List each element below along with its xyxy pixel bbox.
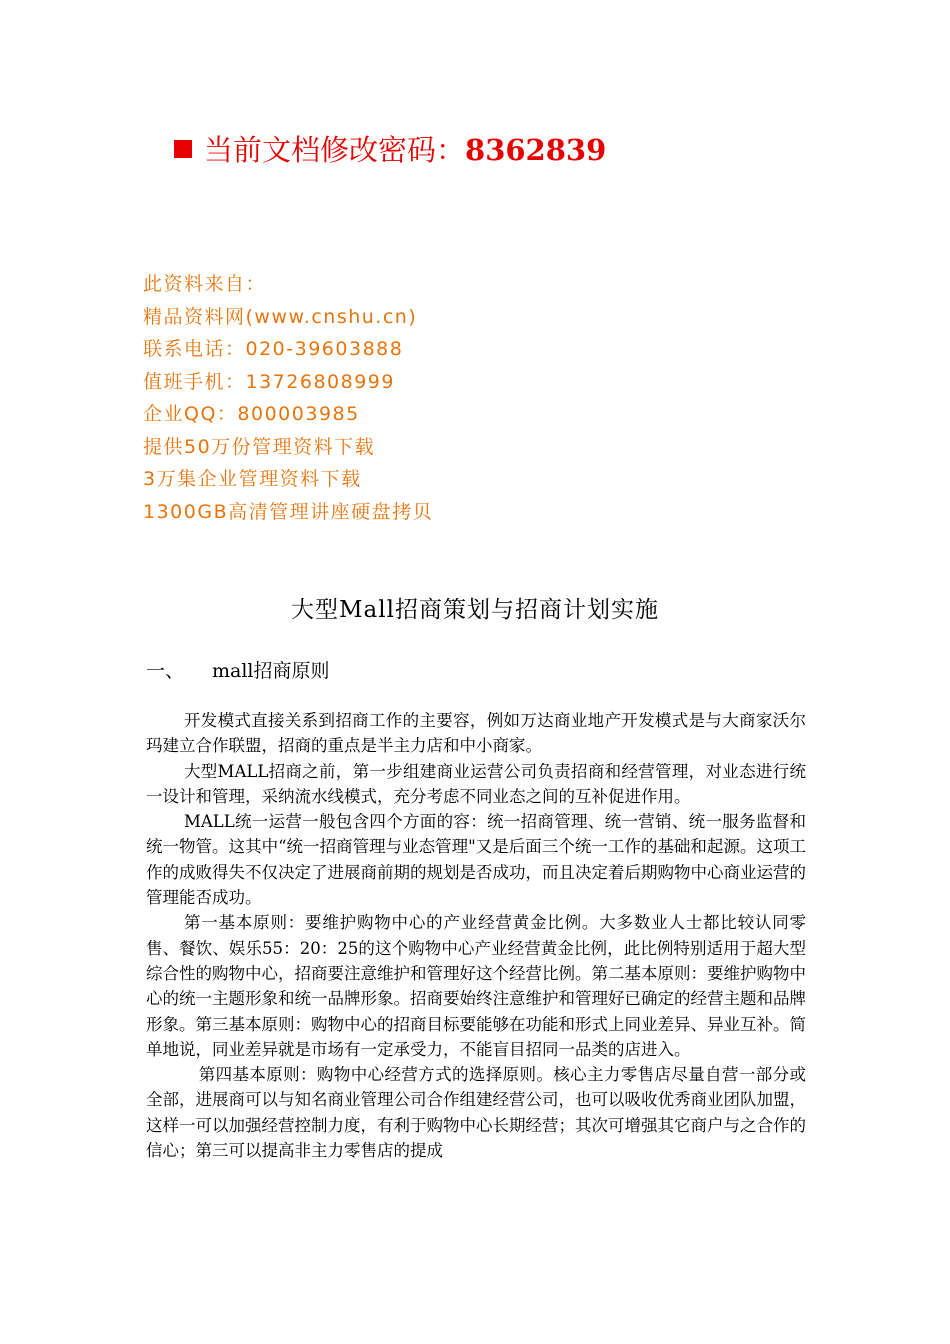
section-title: mall招商原则: [212, 660, 330, 682]
section-number: 一、: [146, 660, 185, 682]
source-line: 企业QQ：800003985: [143, 403, 360, 425]
source-line: 联系电话：020-39603888: [143, 338, 404, 360]
paragraph: 第一基本原则：要维护购物中心的产业经营黄金比例。大多数业人士都比较认同零售、餐饮、娱乐55：20：25的这个购物中心产业经营黄金比例，此比例特别适用于超大型综合性的购物中心，招商要注意维护和管理好这个经营比例。第二基本原则：要维护购物中心的统一主题形象和统一品牌形象。招商要始终注意维护和管理好已确定的经营主题和品牌形象。第三基本原则：购物中心的招商目标要能够在功能和形式上同业差异、异业互补。简单地说，同业差异就是市场有一定承受力，不能盲目招同一品类的店进入。: [146, 913, 806, 1059]
body-text: [146, 708, 806, 1163]
source-line: 此资料来自：: [143, 273, 267, 295]
password-notice: [174, 130, 606, 170]
paragraph: MALL统一运营一般包含四个方面的容：统一招商管理、统一营销、统一服务监督和统一物管。这其中“统一招商管理与业态管理"又是后面三个统一工作的基础和起源。这项工作的成败得失不仅决定了进展商前期的规划是否成功，而且决定着后期购物中心商业运营的管理能否成功。: [146, 812, 806, 908]
password-value: 8362839: [465, 133, 607, 167]
source-line: 提供50万份管理资料下载: [143, 435, 376, 458]
source-info-block: [143, 268, 433, 528]
red-square-icon: [174, 140, 192, 158]
source-line: 精品资料网(www.cnshu.cn): [143, 305, 418, 328]
paragraph: 开发模式直接关系到招商工作的主要容，例如万达商业地产开发模式是与大商家沃尔玛建立合作联盟，招商的重点是半主力店和中小商家。: [146, 711, 806, 756]
section-heading: [146, 655, 330, 687]
source-line: 3万集企业管理资料下载: [143, 468, 362, 490]
paragraph: 大型MALL招商之前，第一步组建商业运营公司负责招商和经营管理，对业态进行统一设计和管理，采纳流水线模式，充分考虑不同业态之间的互补促进作用。: [146, 761, 806, 806]
paragraph: 第四基本原则：购物中心经营方式的选择原则。核心主力零售店尽量自营一部分或全部，进展商可以与知名商业管理公司合作组建经营公司，也可以吸收优秀商业团队加盟，这样一可以加强经营控制力度，有利于购物中心长期经营；其次可增强其它商户与之合作的信心；第三可以提高非主力零售店的提成: [146, 1065, 806, 1161]
source-line: 值班手机：13726808999: [143, 370, 395, 393]
source-line: 1300GB高清管理讲座硬盘拷贝: [143, 500, 434, 523]
password-label: 当前文档修改密码：: [204, 133, 466, 167]
document-title: 大型Mall招商策划与招商计划实施: [291, 597, 659, 623]
